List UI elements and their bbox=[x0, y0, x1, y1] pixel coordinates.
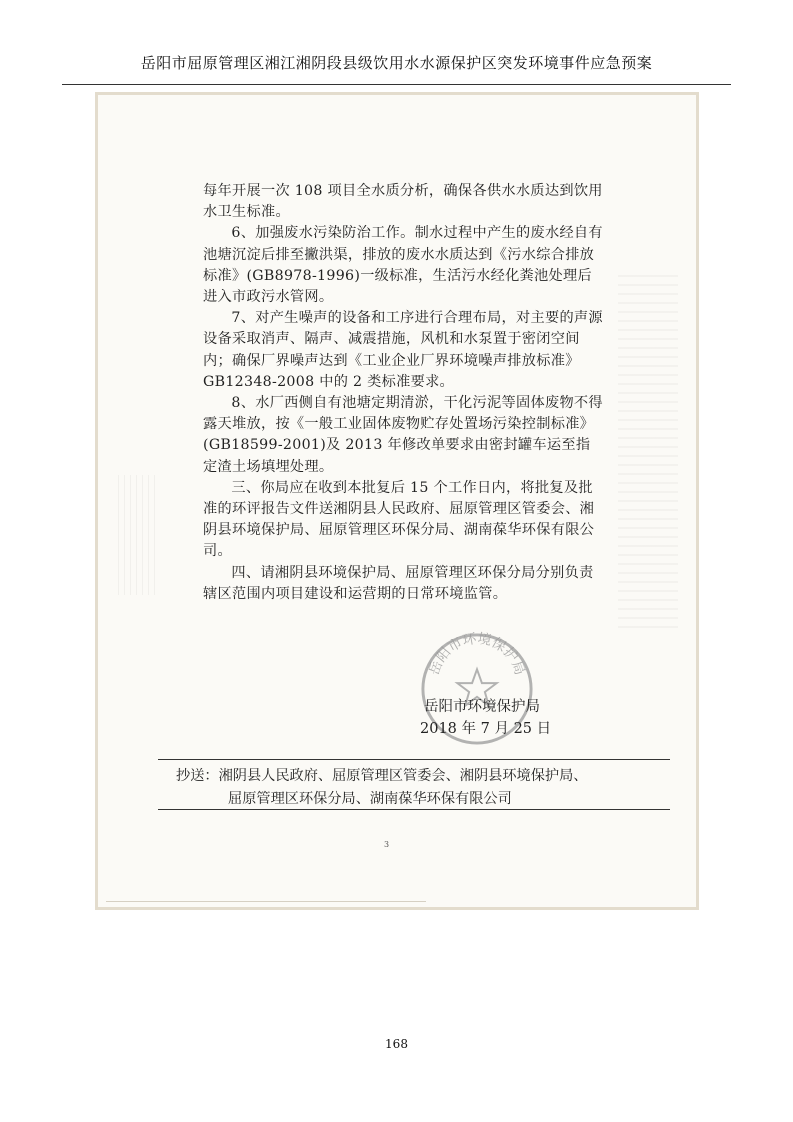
page-number: 168 bbox=[385, 1037, 408, 1051]
paragraph: 6、加强废水污染防治工作。制水过程中产生的废水经自有池塘沉淀后排至撇洪渠，排放的废水水质达到《污水综合排放标准》(GB8978-1996)一级标准，生活污水经化粪池处理后进入市政污水管网。 bbox=[203, 225, 603, 306]
scanned-page bbox=[95, 92, 699, 910]
scan-noise bbox=[118, 475, 158, 595]
scan-edge-line bbox=[106, 901, 426, 902]
signer-name: 岳阳市环境保护局 bbox=[424, 699, 540, 715]
paragraph: 每年开展一次 108 项目全水质分析，确保各供水水质达到饮用水卫生标准。 bbox=[203, 183, 603, 221]
seal-text: 岳阳市环境保护局 bbox=[426, 630, 528, 678]
document-header-title: 岳阳市屈原管理区湘江湘阴段县级饮用水水源保护区突发环境事件应急预案 bbox=[140, 54, 653, 72]
scan-noise bbox=[618, 275, 678, 635]
paragraph: 四、请湘阴县环境保护局、屈原管理区环保分局分别负责辖区范围内项目建设和运营期的日常环境监管。 bbox=[203, 564, 594, 602]
paragraph: 三、你局应在收到本批复后 15 个工作日内，将批复及批准的环评报告文件送湘阴县人民政府、屈原管理区管委会、湘阴县环境保护局、屈原管理区环保分局、湖南葆华环保有限公司。 bbox=[203, 479, 595, 560]
cc-top-rule bbox=[158, 759, 670, 760]
cc-block bbox=[176, 765, 587, 811]
inner-page-mark: 3 bbox=[384, 840, 390, 849]
signature-date: 2018 年 7 月 25 日 bbox=[420, 721, 552, 737]
body-text bbox=[203, 181, 603, 605]
paragraph: 7、对产生噪声的设备和工序进行合理布局，对主要的声源设备采取消声、隔声、减震措施，风机和水泵置于密闭空间内；确保厂界噪声达到《工业企业厂界环境噪声排放标准》GB12348-2008 中的 2 类标准要求。 bbox=[203, 310, 603, 390]
header-divider bbox=[62, 84, 731, 85]
cc-bottom-rule bbox=[158, 809, 670, 810]
paragraph: 8、水厂西侧自有池塘定期清淤，干化污泥等固体废物不得露天堆放，按《一般工业固体废物贮存处置场污染控制标准》(GB18599-2001)及 2013 年修改单要求由密封罐车运至指定渣土场填埋处理。 bbox=[203, 395, 603, 475]
cc-line: 抄送：湘阴县人民政府、屈原管理区管委会、湘阴县环境保护局、 bbox=[176, 768, 588, 784]
cc-line: 屈原管理区环保分局、湖南葆华环保有限公司 bbox=[228, 791, 512, 807]
